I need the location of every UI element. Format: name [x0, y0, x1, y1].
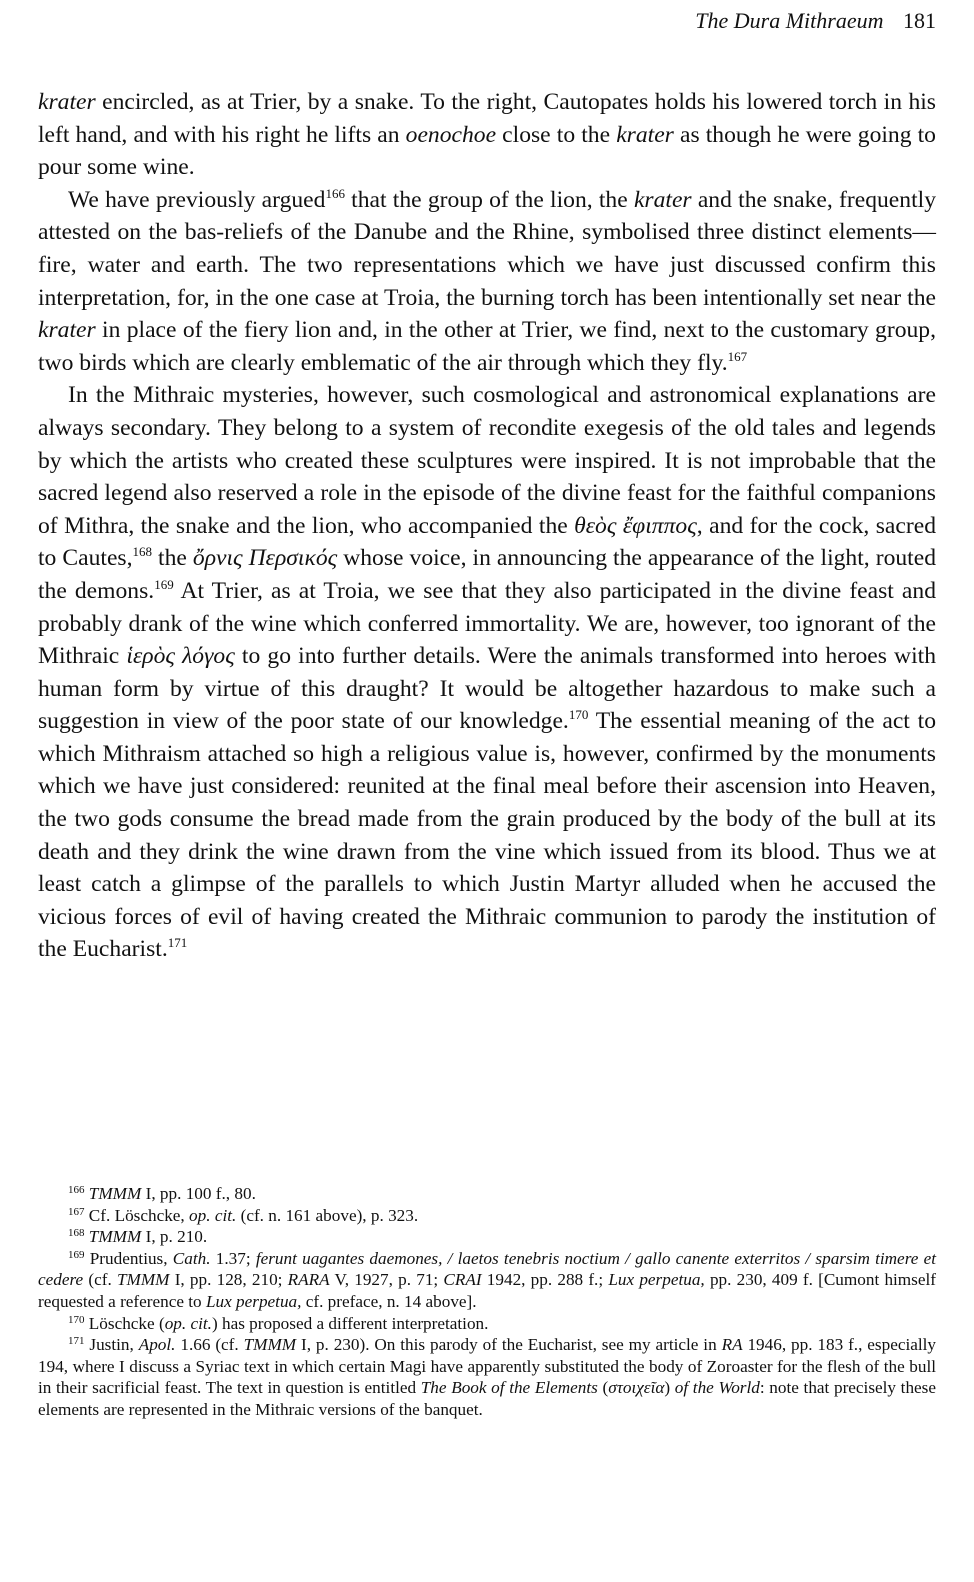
note-reference: 168: [132, 544, 152, 560]
italic-text: op. cit.: [189, 1205, 237, 1225]
running-title: The Dura Mithraeum: [695, 8, 884, 33]
note-reference: 169: [154, 576, 174, 592]
text-run: I, pp. 100 f., 80.: [141, 1184, 256, 1203]
italic-text: ἱερὸς λόγος: [126, 643, 235, 670]
text-run: 1.66 (cf.: [175, 1335, 244, 1355]
text-run: (cf. n. 161 above), p. 323.: [236, 1205, 419, 1225]
note-reference: 166: [325, 185, 345, 201]
italic-text: oenochoe: [405, 121, 497, 148]
italic-text: RARA: [287, 1270, 330, 1290]
text-run: I, p. 230). On this parody of the Eucharist, see my article in: [296, 1335, 722, 1355]
text-run: I, p. 210.: [141, 1227, 208, 1247]
text-run: I, pp. 128, 210;: [169, 1270, 288, 1290]
text-run: Cf. Löschcke,: [84, 1205, 190, 1225]
footnote-170: [38, 1313, 936, 1335]
italic-text: The Book of the Elements: [420, 1378, 598, 1398]
paragraph-2: [38, 184, 936, 380]
note-reference: 171: [167, 935, 188, 951]
text-run: 1946, pp. 183 f., especially 194, where I discuss a Syriac text in which certain Magi have apparently substituted the body of Zoroaster for the flesh of the bull in their sacrificial feast. The text in question is entitled: [38, 1335, 936, 1398]
note-reference: 167: [727, 348, 748, 364]
running-header: [695, 8, 936, 34]
text-run: that the group of the lion, the: [344, 186, 634, 213]
italic-text: Lux perpetua,: [608, 1270, 705, 1290]
text-run: pp. 230, 409 f. [Cumont himself requested a reference to: [38, 1270, 936, 1311]
text-run: Justin,: [84, 1335, 139, 1355]
note-reference: 170: [68, 1313, 85, 1326]
main-text: [38, 86, 936, 966]
text-run: V, 1927, p. 71;: [329, 1270, 444, 1290]
page-number: 181: [903, 8, 936, 33]
text-run: (: [597, 1378, 609, 1398]
note-reference: 166: [68, 1184, 85, 1196]
footnote-171: [38, 1334, 936, 1420]
footnote-166: [38, 1183, 936, 1205]
italic-text: TMMM: [243, 1335, 297, 1355]
italic-text: op. cit.: [164, 1313, 212, 1333]
italic-text: TMMM: [88, 1184, 142, 1203]
italic-text: krater: [38, 317, 96, 344]
text-run: Löschcke (: [84, 1313, 165, 1333]
italic-text: krater: [38, 89, 96, 115]
text-run: to go into further details. Were the animals transformed into heroes with human form by virtue of this draught? It would be altogether hazardous to make such a suggestion in view of the poor state of our knowledge.: [38, 643, 936, 735]
text-run: 1.37;: [210, 1248, 256, 1268]
footnote-169: [38, 1248, 936, 1313]
note-reference: 167: [68, 1205, 85, 1218]
italic-text: TMMM: [88, 1227, 142, 1247]
italic-text: θεὸς ἔφιππος: [574, 512, 697, 539]
footnote-168: [38, 1226, 936, 1248]
note-reference: 169: [68, 1248, 85, 1261]
text-run: cf. preface, n. 14 above].: [301, 1291, 477, 1311]
paragraph-1: [38, 86, 936, 184]
italic-text: Apol.: [138, 1335, 176, 1355]
text-run: We have previously argued: [68, 186, 326, 213]
italic-text: στοιχεῖα: [608, 1378, 665, 1398]
note-reference: 171: [68, 1335, 85, 1348]
italic-text: RA: [721, 1335, 743, 1355]
italic-text: krater: [633, 186, 692, 213]
note-reference: 170: [568, 707, 589, 723]
italic-text: CRAI: [443, 1270, 482, 1290]
italic-text: Cath.: [172, 1248, 211, 1268]
italic-text: Lux perpetua,: [205, 1291, 302, 1311]
italic-text: TMMM: [116, 1270, 170, 1290]
italic-text: ferunt uagantes daemones, / laetos tenebris noctium / gallo canente exterritos / sparsim timere et cedere: [38, 1248, 936, 1290]
text-run: 1942, pp. 288 f.;: [481, 1270, 609, 1290]
text-run: In the Mithraic mysteries, however, such cosmological and astronomical explanations are always secondary. They belong to a system of recondite exegesis of the old tales and legends by which the artists who created these sculptures were inspired. It is not improbable that the sacred legend also reserved a role in the episode of the divine feast for the faithful companions of Mithra, the snake and the lion, who accompanied the: [38, 382, 936, 539]
text-run: : note that precisely these elements are represented in the Mithraic versions of the banquet.: [38, 1378, 936, 1419]
text-run: At Trier, as at Troia, we see that they also participated in the divine feast and probably drank of the wine which conferred immortality. We are, however, too ignorant of the Mithraic: [38, 577, 936, 670]
text-run: encircled, as at Trier, by a snake. To the right, Cautopates holds his lowered torch in his left hand, and with his right he lifts an: [38, 89, 936, 148]
italic-text: of the World: [674, 1378, 760, 1398]
text-run: Prudentius,: [84, 1248, 173, 1268]
footnotes: [38, 1183, 936, 1421]
text-run: ) has proposed a different interpretation.: [211, 1313, 489, 1333]
text-run: , and for the cock, sacred to Cautes,: [38, 512, 937, 572]
note-reference: 168: [68, 1227, 85, 1240]
text-run: as though he were going to pour some wine.: [38, 121, 936, 181]
text-run: in place of the fiery lion and, in the other at Trier, we find, next to the customary group, two birds which are clearly emblematic of the air through which they fly.: [38, 317, 936, 376]
footnote-167: [38, 1205, 936, 1227]
text-run: whose voice, in announcing the appearance of the light, routed the demons.: [38, 545, 936, 604]
text-run: close to the: [496, 121, 617, 148]
italic-text: krater: [616, 121, 674, 148]
text-run: (cf.: [83, 1270, 117, 1290]
text-run: The essential meaning of the act to which Mithraism attached so high a religious value is, however, confirmed by the monuments which we have just considered: reunited at the final meal before their ascension into Heaven, the two gods consume the bread made from the grain produced by the body of the bull at its death and they drink the wine drawn from the vine which issued from its blood. Thus we at least catch a glimpse of the parallels to which Justin Martyr alluded when he accused the vicious forces of evil of having created the Mithraic communion to parody the institution of the Eucharist.: [38, 708, 937, 963]
text-run: ): [664, 1378, 675, 1398]
text-run: and the snake, frequently attested on the bas-reliefs of the Danube and the Rhine, symbolised three distinct elements—fire, water and earth. The two representations which we have just discussed confirm this interpretation, for, in the one case at Troia, the burning torch has been intentionally set near the: [38, 186, 936, 311]
text-run: the: [152, 545, 193, 572]
paragraph-3: [38, 379, 936, 966]
italic-text: ὄρνις Περσικός: [192, 545, 338, 572]
